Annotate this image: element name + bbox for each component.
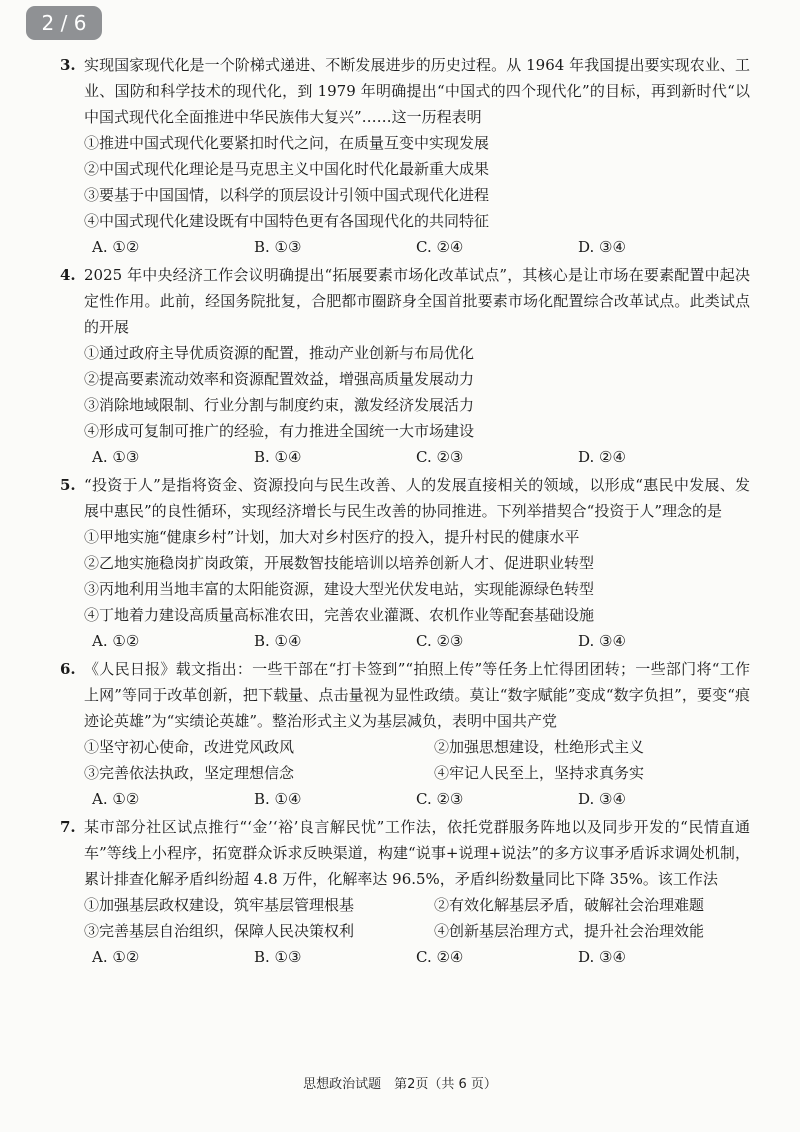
option-list xyxy=(60,734,750,786)
answer-choice-a: A. ①③ xyxy=(92,448,140,466)
question-number: 5. xyxy=(60,476,76,494)
question-stem: 2025 年中央经济工作会议明确提出“拓展要素市场化改革试点”，其核心是让市场在要素配置中起决定性作用。此前，经国务院批复，合肥都市圈跻身全国首批要素市场化配置综合改革试点。此类试点的开展 xyxy=(84,266,750,336)
answer-choice-c: C. ②③ xyxy=(416,632,464,650)
question-number: 4. xyxy=(60,266,76,284)
answer-choice-a: A. ①② xyxy=(92,948,140,966)
question-7 xyxy=(60,814,750,970)
answer-choices xyxy=(60,944,750,970)
answer-choice-d: D. ③④ xyxy=(578,948,626,966)
answer-choices xyxy=(60,444,750,470)
option-item: ②提高要素流动效率和资源配置效益，增强高质量发展动力 xyxy=(84,370,475,388)
option-list xyxy=(60,524,750,628)
option-item: ③要基于中国国情，以科学的顶层设计引领中国式现代化进程 xyxy=(84,186,490,204)
option-item: ②有效化解基层矛盾，破解社会治理难题 xyxy=(434,896,705,914)
answer-choice-c: C. ②④ xyxy=(416,238,464,256)
option-item: ①加强基层政权建设，筑牢基层管理根基 xyxy=(84,896,355,914)
question-5 xyxy=(60,472,750,654)
answer-choice-d: D. ②④ xyxy=(578,448,626,466)
answer-choice-b: B. ①④ xyxy=(254,790,302,808)
question-number: 7. xyxy=(60,818,76,836)
option-item: ①通过政府主导优质资源的配置，推动产业创新与布局优化 xyxy=(84,344,475,362)
answer-choice-b: B. ①④ xyxy=(254,448,302,466)
option-item: ①推进中国式现代化要紧扣时代之问，在质量互变中实现发展 xyxy=(84,134,490,152)
answer-choices xyxy=(60,628,750,654)
answer-choice-c: C. ②③ xyxy=(416,790,464,808)
answer-choice-d: D. ③④ xyxy=(578,632,626,650)
option-item: ③完善基层自治组织，保障人民决策权利 xyxy=(84,922,355,940)
question-number: 3. xyxy=(60,56,76,74)
answer-choices xyxy=(60,234,750,260)
option-item: ④创新基层治理方式，提升社会治理效能 xyxy=(434,922,705,940)
option-item: ③丙地利用当地丰富的太阳能资源，建设大型光伏发电站，实现能源绿色转型 xyxy=(84,580,595,598)
option-item: ②加强思想建设，杜绝形式主义 xyxy=(434,738,645,756)
question-stem: 实现国家现代化是一个阶梯式递进、不断发展进步的历史过程。从 1964 年我国提出要实现农业、工业、国防和科学技术的现代化，到 1979 年明确提出“中国式的四个现代化”的目标，再到新时代“以中国式现代化全面推进中华民族伟大复兴”……这一历程表明 xyxy=(84,56,750,126)
option-item: ②乙地实施稳岗扩岗政策，开展数智技能培训以培养创新人才、促进职业转型 xyxy=(84,554,595,572)
question-6 xyxy=(60,656,750,812)
option-list xyxy=(60,892,750,944)
answer-choices xyxy=(60,786,750,812)
option-list xyxy=(60,130,750,234)
option-item: ③完善依法执政，坚定理想信念 xyxy=(84,764,295,782)
option-item: ④形成可复制可推广的经验，有力推进全国统一大市场建设 xyxy=(84,422,475,440)
answer-choice-a: A. ①② xyxy=(92,632,140,650)
answer-choice-b: B. ①③ xyxy=(254,948,302,966)
answer-choice-d: D. ③④ xyxy=(578,238,626,256)
answer-choice-b: B. ①④ xyxy=(254,632,302,650)
answer-choice-c: C. ②④ xyxy=(416,948,464,966)
question-stem: “投资于人”是指将资金、资源投向与民生改善、人的发展直接相关的领域，以形成“惠民中发展、发展中惠民”的良性循环，实现经济增长与民生改善的协同推进。下列举措契合“投资于人”理念的是 xyxy=(84,476,750,520)
option-item: ①甲地实施“健康乡村”计划，加大对乡村医疗的投入，提升村民的健康水平 xyxy=(84,528,580,546)
question-4 xyxy=(60,262,750,470)
option-list xyxy=(60,340,750,444)
option-item: ④丁地着力建设高质量高标准农田，完善农业灌溉、农机作业等配套基础设施 xyxy=(84,606,595,624)
question-stem: 《人民日报》载文指出：一些干部在“打卡签到”“拍照上传”等任务上忙得团团转；一些部门将“工作上网”等同于改革创新，把下载量、点击量视为显性政绩。莫让“数字赋能”变成“数字负担”，要变“痕迹论英雄”为“实绩论英雄”。整治形式主义为基层减负，表明中国共产党 xyxy=(84,660,750,730)
option-item: ④牢记人民至上，坚持求真务实 xyxy=(434,764,645,782)
question-stem: 某市部分社区试点推行“‘金’‘裕’良言解民忧”工作法，依托党群服务阵地以及同步开发的“民情直通车”等线上小程序，拓宽群众诉求反映渠道，构建“说事+说理+说法”的多方议事矛盾诉求调处机制，累计排查化解矛盾纠纷超 4.8 万件，化解率达 96.5%，矛盾纠纷数量同比下降 35%。该工作法 xyxy=(84,818,750,888)
exam-content xyxy=(60,52,750,972)
option-item: ②中国式现代化理论是马克思主义中国化时代化最新重大成果 xyxy=(84,160,490,178)
question-number: 6. xyxy=(60,660,76,678)
answer-choice-a: A. ①② xyxy=(92,790,140,808)
option-item: ④中国式现代化建设既有中国特色更有各国现代化的共同特征 xyxy=(84,212,490,230)
page-footer: 思想政治试题 第2页（共 6 页） xyxy=(303,1077,497,1092)
option-item: ③消除地域限制、行业分割与制度约束，激发经济发展活力 xyxy=(84,396,475,414)
page-indicator-badge: 2 / 6 xyxy=(26,6,102,40)
question-3 xyxy=(60,52,750,260)
answer-choice-a: A. ①② xyxy=(92,238,140,256)
answer-choice-d: D. ③④ xyxy=(578,790,626,808)
option-item: ①坚守初心使命，改进党风政风 xyxy=(84,738,295,756)
answer-choice-b: B. ①③ xyxy=(254,238,302,256)
answer-choice-c: C. ②③ xyxy=(416,448,464,466)
